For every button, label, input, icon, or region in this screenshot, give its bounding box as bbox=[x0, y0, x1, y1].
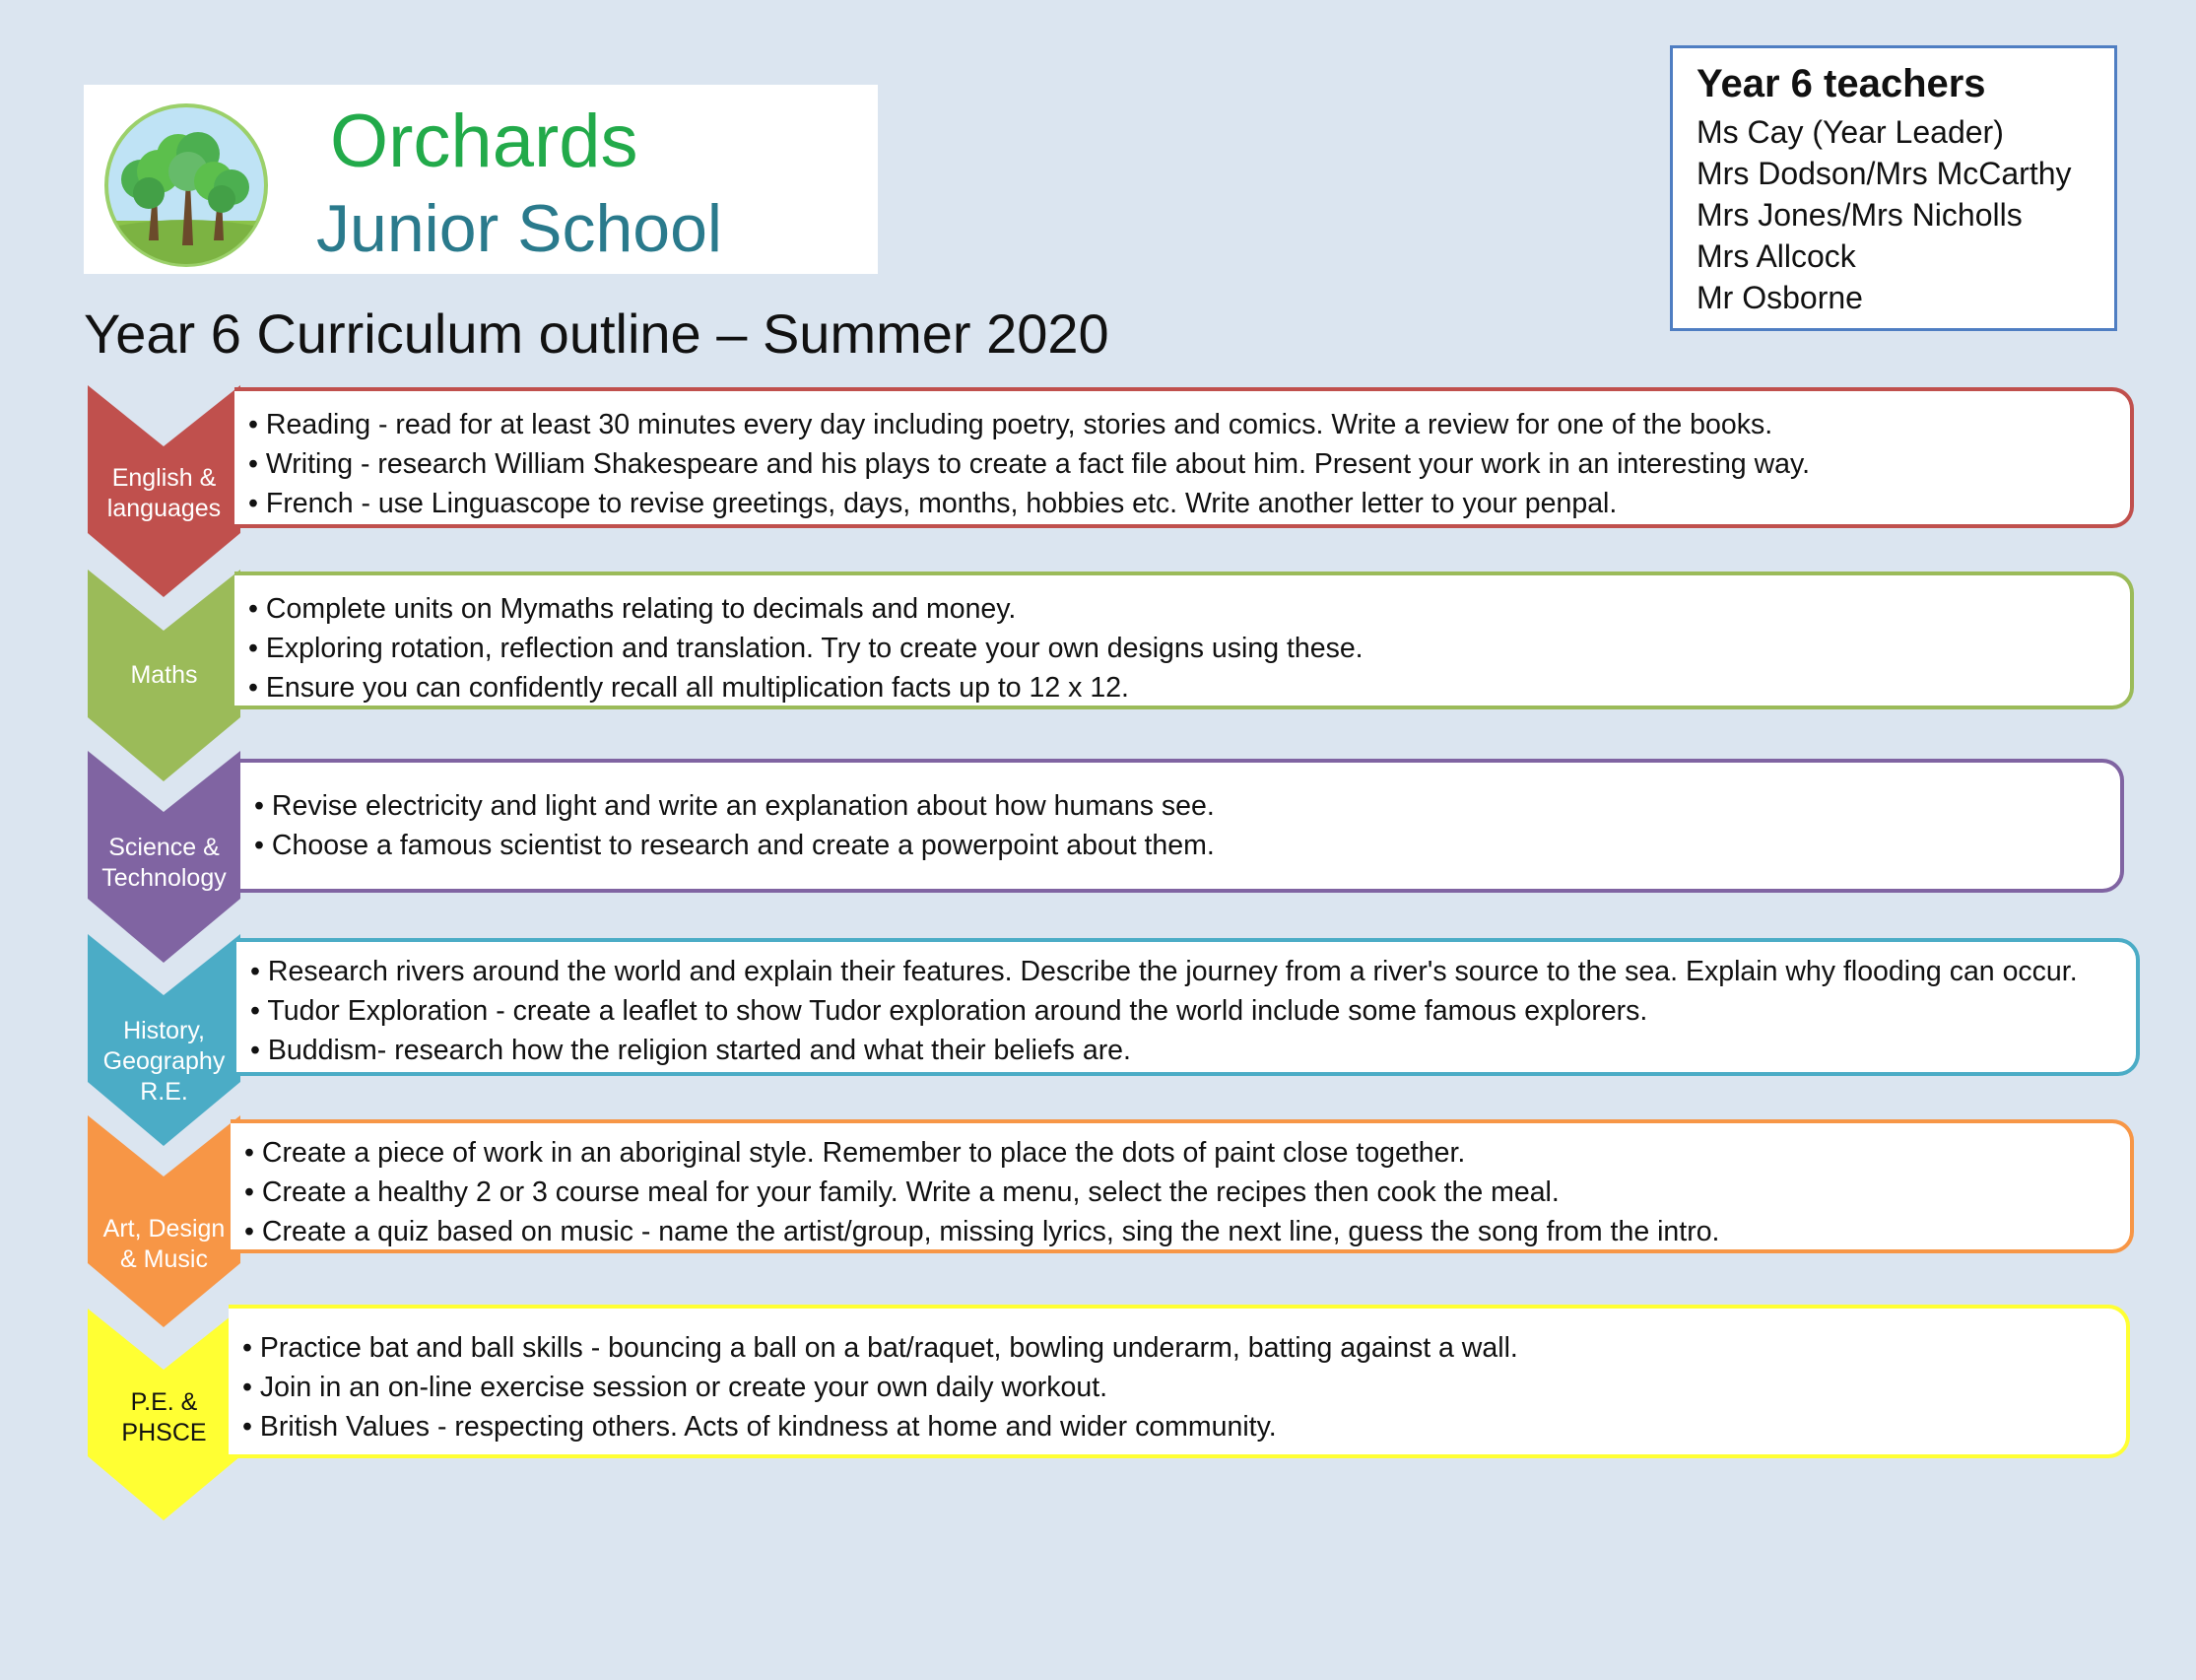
page-title: Year 6 Curriculum outline – Summer 2020 bbox=[84, 302, 1109, 365]
teacher-name: Mrs Dodson/Mrs McCarthy bbox=[1697, 156, 2072, 191]
teacher-name: Ms Cay (Year Leader) bbox=[1697, 114, 2004, 150]
subject-label bbox=[88, 1016, 240, 1108]
teachers-title: Year 6 teachers bbox=[1697, 62, 1986, 105]
subject-content-box bbox=[234, 571, 2134, 709]
subject-label-line: languages bbox=[106, 495, 222, 522]
teachers-panel bbox=[1670, 45, 2117, 331]
subject-label bbox=[88, 463, 240, 524]
list-item: • Exploring rotation, reflection and translation. Try to create your own designs using these. bbox=[248, 629, 2130, 668]
list-item: • Tudor Exploration - create a leaflet to show Tudor exploration around the world include some famous explorers. bbox=[250, 991, 2136, 1031]
subject-label-line: Geography bbox=[102, 1047, 226, 1075]
subject-label-line: English & bbox=[111, 464, 217, 492]
subject-label-line: Art, Design bbox=[102, 1215, 226, 1243]
subject-label-line: Science & bbox=[108, 834, 220, 861]
school-logo-banner bbox=[84, 85, 878, 274]
subject-label-line: P.E. & bbox=[130, 1388, 198, 1416]
subject-label bbox=[88, 660, 240, 691]
list-item: • Create a piece of work in an aboriginal style. Remember to place the dots of paint close together. bbox=[244, 1133, 2130, 1173]
list-item: • Choose a famous scientist to research and create a powerpoint about them. bbox=[254, 826, 2120, 865]
list-item: • Reading - read for at least 30 minutes every day including poetry, stories and comics. Write a review for one of the books. bbox=[248, 405, 2130, 444]
subject-label-line: & Music bbox=[120, 1245, 208, 1273]
list-item: • Create a healthy 2 or 3 course meal for your family. Write a menu, select the recipes then cook the meal. bbox=[244, 1173, 2130, 1212]
list-item: • Practice bat and ball skills - bouncing a ball on a bat/raquet, bowling underarm, batting against a wall. bbox=[242, 1328, 2126, 1368]
list-item: • Buddism- research how the religion started and what their beliefs are. bbox=[250, 1031, 2136, 1070]
subject-content-box bbox=[234, 387, 2134, 528]
list-item: • French - use Linguascope to revise greetings, days, months, hobbies etc. Write another letter to your penpal. bbox=[248, 484, 2130, 523]
subject-label-line: History, bbox=[123, 1017, 205, 1044]
list-item: • Research rivers around the world and explain their features. Describe the journey from a river's source to the sea. Explain why flooding can occur. bbox=[250, 952, 2136, 991]
list-item: • Writing - research William Shakespeare and his plays to create a fact file about him. Present your work in an interesting way. bbox=[248, 444, 2130, 484]
subject-content-box bbox=[229, 1305, 2130, 1458]
list-item: • Complete units on Mymaths relating to decimals and money. bbox=[248, 589, 2130, 629]
list-item: • Revise electricity and light and write an explanation about how humans see. bbox=[254, 786, 2120, 826]
subject-label bbox=[88, 1387, 240, 1448]
list-item: • British Values - respecting others. Acts of kindness at home and wider community. bbox=[242, 1407, 2126, 1446]
subject-label-line: R.E. bbox=[140, 1078, 188, 1106]
subject-content-box bbox=[240, 759, 2124, 893]
list-item: • Ensure you can confidently recall all multiplication facts up to 12 x 12. bbox=[248, 668, 2130, 707]
teacher-name: Mrs Jones/Mrs Nicholls bbox=[1697, 197, 2023, 233]
subject-content-box bbox=[231, 1119, 2134, 1253]
subject-label bbox=[88, 1214, 240, 1275]
subject-content-box bbox=[236, 938, 2140, 1076]
teacher-name: Mr Osborne bbox=[1697, 280, 1863, 315]
subject-label bbox=[88, 833, 240, 894]
subject-label-line: Maths bbox=[130, 661, 198, 689]
subject-label-line: Technology bbox=[101, 864, 227, 892]
trees-logo-icon bbox=[103, 102, 269, 268]
school-name-line2: Junior School bbox=[316, 191, 723, 266]
teacher-name: Mrs Allcock bbox=[1697, 238, 1856, 274]
subject-label-line: PHSCE bbox=[121, 1419, 207, 1446]
school-name-line1: Orchards bbox=[330, 100, 638, 183]
list-item: • Create a quiz based on music - name the artist/group, missing lyrics, sing the next line, guess the song from the intro. bbox=[244, 1212, 2130, 1251]
list-item: • Join in an on-line exercise session or create your own daily workout. bbox=[242, 1368, 2126, 1407]
